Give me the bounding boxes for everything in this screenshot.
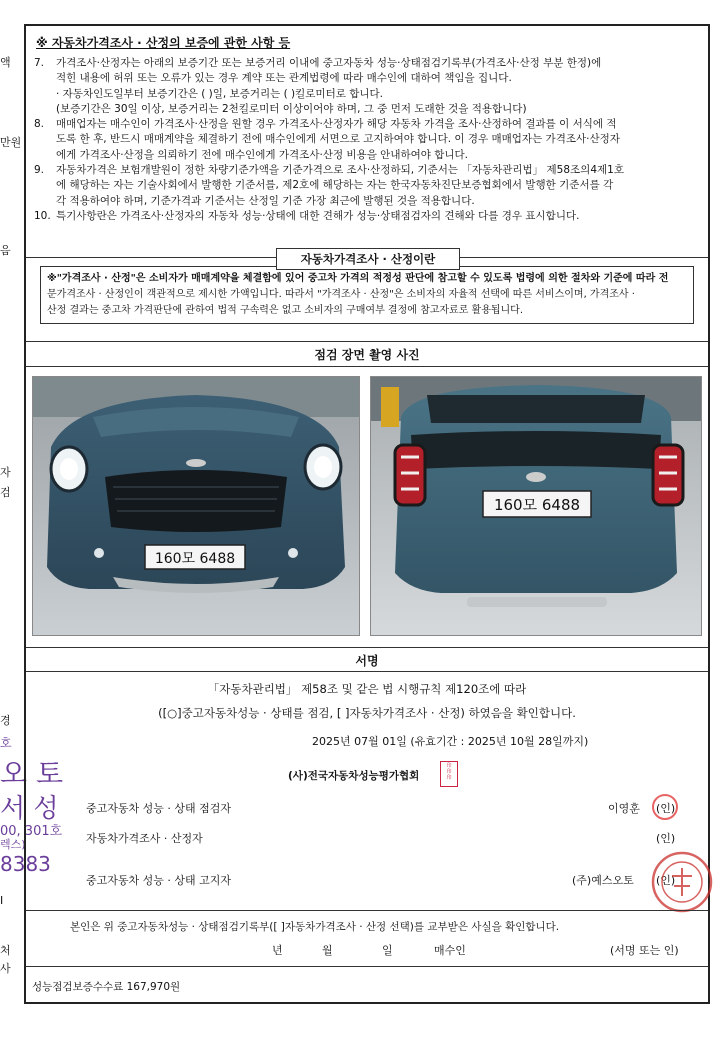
notice-clauses bbox=[34, 56, 698, 224]
date-year: 년 bbox=[272, 944, 283, 957]
left-fragment: 검 bbox=[0, 486, 11, 499]
left-fragment: 경 bbox=[0, 714, 11, 727]
clause-8: 8. 매매업자는 매수인이 가격조사·산정을 원할 경우 가격조사·산정자가 해당 자동차 가격을 조사·산정하여 결과를 이 서식에 적 도록 한 후, 반드시 매매계약을 체결하기 전에 매수인에게 서면으로 고지하여야 합니다. 이 경우 매매업자는 가격조사·산정자 에게 가격조사·산정을 의뢰하기 전에 매수인에게 가격조사·산정 비용을 안내하여야 합니다. bbox=[34, 118, 620, 161]
left-fragment: 액 bbox=[0, 56, 11, 69]
divider bbox=[26, 647, 708, 648]
left-fragment: I bbox=[0, 894, 4, 907]
inspection-fee: 성능점검보증수수료 167,970원 bbox=[32, 981, 181, 993]
notifier-label: 중고자동차 성능 · 상태 고지자 bbox=[86, 874, 231, 887]
buyer-sign-field: (서명 또는 인) bbox=[610, 944, 679, 957]
rear-inspection-photo bbox=[370, 376, 702, 636]
receipt-line: 본인은 위 중고자동차성능 · 상태점검기록부([ ]자동차가격조사 · 산정 선택)를 교부받은 사실을 확인합니다. bbox=[70, 921, 560, 933]
photo-section-title: 점검 장면 촬영 사진 bbox=[314, 348, 420, 362]
definition-title: 자동차가격조사 · 산정이란 bbox=[276, 248, 460, 270]
left-fragment: 오 토 bbox=[0, 757, 63, 790]
clause-7: 7. 가격조사·산정자는 아래의 보증기간 또는 보증거리 이내에 중고자동차 성능·상태점검기록부(가격조사·산정 부분 한정)에 적힌 내용에 허위 또는 오류가 있는 경우 계약 또는 관계법령에 따라 매수인에 대하여 책임을 집니다. · 자동차인도일부터 보증기간은 ( )일, 보증거리는 ( )킬로미터로 합니다. (보증기간은 30일 이상, 보증거리는 2천킬로미터 이상이어야 하며, 그 중 먼저 도래한 것을 적용합니다) bbox=[34, 57, 602, 115]
clause-10: 10. 특기사항란은 가격조사·산정자의 자동차 성능·상태에 대한 견해가 성능·상태점검자의 견해와 다를 경우 표시합니다. bbox=[34, 209, 580, 222]
left-cut-strip bbox=[0, 24, 63, 1004]
divider bbox=[26, 910, 708, 911]
divider bbox=[26, 341, 708, 342]
notifier-name: (주)예스오토 bbox=[572, 874, 634, 887]
left-fragment: 8383 bbox=[0, 852, 51, 876]
notifier-seal-mark: (인) bbox=[656, 874, 676, 887]
divider bbox=[26, 671, 708, 672]
definition-line: ※"가격조사 · 산정"은 소비자가 매매계약을 체결함에 있어 중고차 가격의 적정성 판단에 참고할 수 있도록 법령에 의한 절차와 기준에 따라 전 bbox=[47, 273, 669, 284]
left-fragment: 자 bbox=[0, 466, 11, 479]
form-frame bbox=[24, 24, 710, 1004]
inspector-seal-stamp bbox=[650, 792, 680, 822]
left-fragment: 음 bbox=[0, 244, 11, 257]
definition-line: 산정 결과는 중고차 가격판단에 관하여 법적 구속력은 없고 소비자의 구매여부 결정에 참고자료로 활용됩니다. bbox=[47, 305, 524, 316]
inspector-seal-mark: (인) bbox=[656, 802, 676, 815]
law-line: 「자동차관리법」 제58조 및 같은 법 시행규칙 제120조에 따라 bbox=[207, 682, 527, 696]
divider bbox=[26, 966, 708, 967]
date-month: 월 bbox=[322, 944, 333, 957]
date-line: 2025년 07월 01일 (유효기간 : 2025년 10월 28일까지) bbox=[312, 735, 589, 748]
left-fragment: 만원 bbox=[0, 136, 22, 149]
company-seal-stamp bbox=[650, 844, 714, 920]
association-name: (사)전국자동차성능평가협회 bbox=[288, 770, 420, 782]
divider bbox=[26, 366, 708, 367]
date-day: 일 bbox=[382, 944, 393, 957]
definition-line: 문가격조사 · 산정인이 객관적으로 제시한 가액입니다. 따라서 "가격조사 · 산정"은 소비자의 자율적 선택에 따른 서비스이며, 가격조사 · bbox=[47, 289, 635, 300]
appraiser-seal-mark: (인) bbox=[656, 832, 676, 845]
notice-title: ※ 자동차가격조사 · 산정의 보증에 관한 사항 등 bbox=[36, 36, 291, 50]
confirm-line: ([○]중고자동차성능 · 상태를 점검, [ ]자동차가격조사 · 산정) 하였음을 확인합니다. bbox=[158, 706, 576, 720]
rear-plate-text: 160모 6488 bbox=[493, 496, 581, 514]
front-inspection-photo bbox=[32, 376, 360, 636]
appraiser-label: 자동차가격조사 · 산정자 bbox=[86, 832, 203, 845]
inspector-name: 이영훈 bbox=[608, 802, 640, 815]
left-fragment: 호 bbox=[0, 736, 12, 750]
front-plate-text: 160모 6488 bbox=[154, 551, 236, 567]
definition-box bbox=[40, 266, 694, 324]
signature-section-title: 서명 bbox=[355, 654, 379, 668]
association-seal: 印 印 印 bbox=[440, 761, 458, 787]
inspector-label: 중고자동차 성능 · 상태 점검자 bbox=[86, 802, 231, 815]
left-fragment: 렉스) bbox=[0, 838, 26, 851]
left-fragment: 00, 301호 bbox=[0, 824, 63, 839]
clause-9: 9. 자동차가격은 보험개발원이 정한 차량기준가액을 기준가격으로 조사·산정하되, 기준서는 「자동차관리법」 제58조의4제1호 에 해당하는 자는 기술사회에서 발행한 기준서를, 제2호에 해당하는 자는 한국자동차진단보증협회에서 발행한 기준서를 각 각 적용하여야 하며, 기준가격과 기준서는 산정일 기준 가장 최근에 발행된 것을 적용합니다. bbox=[34, 164, 624, 207]
left-fragment: 서 성 bbox=[0, 794, 59, 824]
left-fragment: 처 bbox=[0, 944, 11, 957]
buyer-label: 매수인 bbox=[434, 944, 466, 957]
left-fragment: 사 bbox=[0, 962, 11, 975]
